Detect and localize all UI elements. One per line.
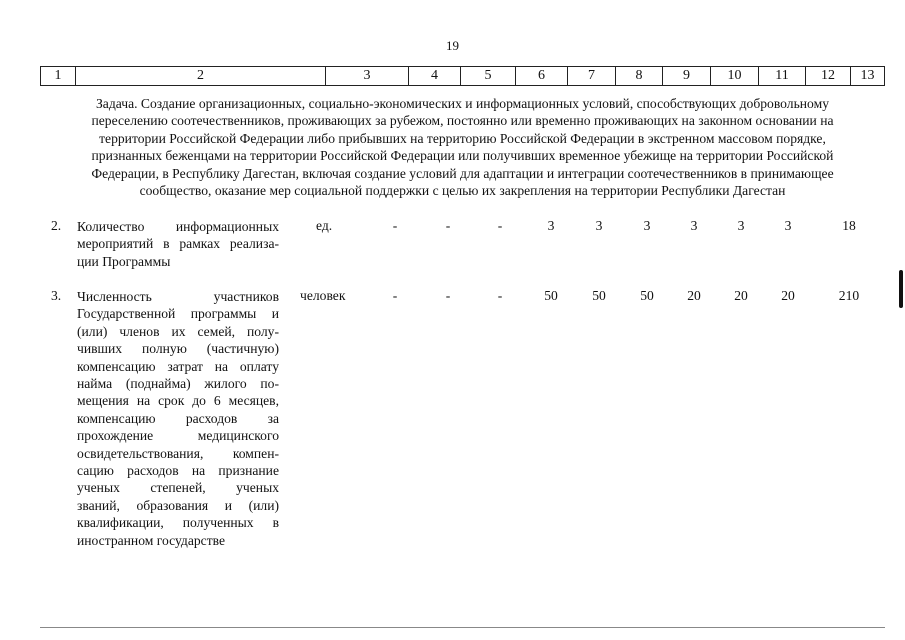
value-cell: 210 — [838, 288, 860, 303]
task-line: Задача. Создание организационных, социально-экономических и информационных условий, способствующих добровольному — [95, 96, 829, 111]
value-cell: 3 — [547, 218, 555, 233]
indicator-name — [77, 218, 279, 270]
indicator-name-line: мещения на срок до 6 месяцев, — [77, 393, 279, 409]
indicator-name-line: сацию расходов на признание — [77, 463, 279, 479]
indicator-name-line: мероприятий в рамках реализа- — [77, 236, 279, 252]
value-cell: 3 — [595, 218, 603, 233]
unit-cell: человек — [300, 288, 346, 303]
indicator-name-line: прохождение медицинского — [77, 428, 279, 444]
value-cell: 50 — [640, 288, 654, 303]
value-cell: 3 — [737, 218, 745, 233]
header-col-3: 3 — [325, 67, 408, 85]
value-cell: 20 — [734, 288, 748, 303]
indicator-name-line: (или) членов их семей, полу- — [77, 323, 279, 339]
value-cell: 3 — [643, 218, 651, 233]
row-number: 2. — [51, 218, 62, 233]
task-line: Федерации, в Республику Дагестан, включая создание условий для адаптации и интеграции соотечественников в принимающее — [91, 165, 834, 181]
value-cell: - — [392, 218, 398, 233]
indicator-name-line: иностранном государстве — [77, 532, 226, 548]
table-header-row — [40, 66, 885, 86]
header-col-11: 11 — [758, 67, 805, 85]
header-col-7: 7 — [567, 67, 615, 85]
task-line: сообщество, оказание мер социальной поддержки с целью их закрепления на территории Республики Дагестан — [139, 183, 786, 199]
indicator-name-line: квалификации, полученных в — [77, 515, 279, 531]
value-cell: 50 — [592, 288, 606, 303]
header-col-13: 13 — [850, 67, 885, 85]
header-col-1: 1 — [40, 67, 75, 85]
task-line: переселению соотечественников, проживающих за рубежом, постоянно или временно проживающих на законном основании на — [91, 113, 834, 129]
indicator-name-line: ции Программы — [77, 253, 171, 269]
value-cell: 3 — [784, 218, 792, 233]
page-number: 19 — [446, 38, 459, 53]
value-cell: 50 — [544, 288, 558, 303]
value-cell: - — [497, 218, 503, 233]
indicator-name-line: чивших полную (частичную) — [77, 341, 279, 357]
header-col-10: 10 — [710, 67, 758, 85]
value-cell: - — [497, 288, 503, 303]
unit-cell: ед. — [316, 218, 333, 233]
indicator-name — [77, 288, 279, 549]
indicator-name-line: освидетельствования, компен- — [77, 445, 279, 461]
page-bottom-rule — [40, 627, 885, 628]
task-line: территории Российской Федерации либо прибывших на территорию Российской Федерации в экстренном массовом порядке, — [99, 130, 826, 146]
value-cell: 18 — [842, 218, 856, 233]
indicator-name-line: Численность участников — [77, 289, 279, 304]
header-col-6: 6 — [515, 67, 567, 85]
indicator-name-line: званий, образования и (или) — [77, 497, 279, 513]
header-col-5: 5 — [460, 67, 515, 85]
header-col-2: 2 — [75, 67, 325, 85]
header-col-12: 12 — [805, 67, 850, 85]
header-col-9: 9 — [662, 67, 710, 85]
indicator-name-line: Количество информационных — [77, 219, 279, 234]
indicator-name-line: Государственной программы и — [77, 306, 279, 322]
value-cell: - — [445, 288, 451, 303]
value-cell: 20 — [687, 288, 701, 303]
indicator-name-line: ученых степеней, ученых — [77, 480, 279, 496]
indicator-name-line: компенсацию расходов за — [77, 410, 279, 426]
indicator-name-line: компенсацию затрат на оплату — [77, 358, 279, 374]
value-cell: - — [392, 288, 398, 303]
indicator-name-line: найма (поднайма) жилого по- — [77, 376, 279, 392]
scan-edge-mark — [899, 270, 903, 308]
row-number: 3. — [51, 288, 62, 303]
task-line: признанных беженцами на территории Российской Федерации или получивших временное убежище на территории Российской — [91, 148, 834, 164]
task-description — [40, 95, 885, 199]
value-cell: 3 — [690, 218, 698, 233]
value-cell: - — [445, 218, 451, 233]
value-cell: 20 — [781, 288, 795, 303]
header-col-8: 8 — [615, 67, 662, 85]
header-col-4: 4 — [408, 67, 460, 85]
